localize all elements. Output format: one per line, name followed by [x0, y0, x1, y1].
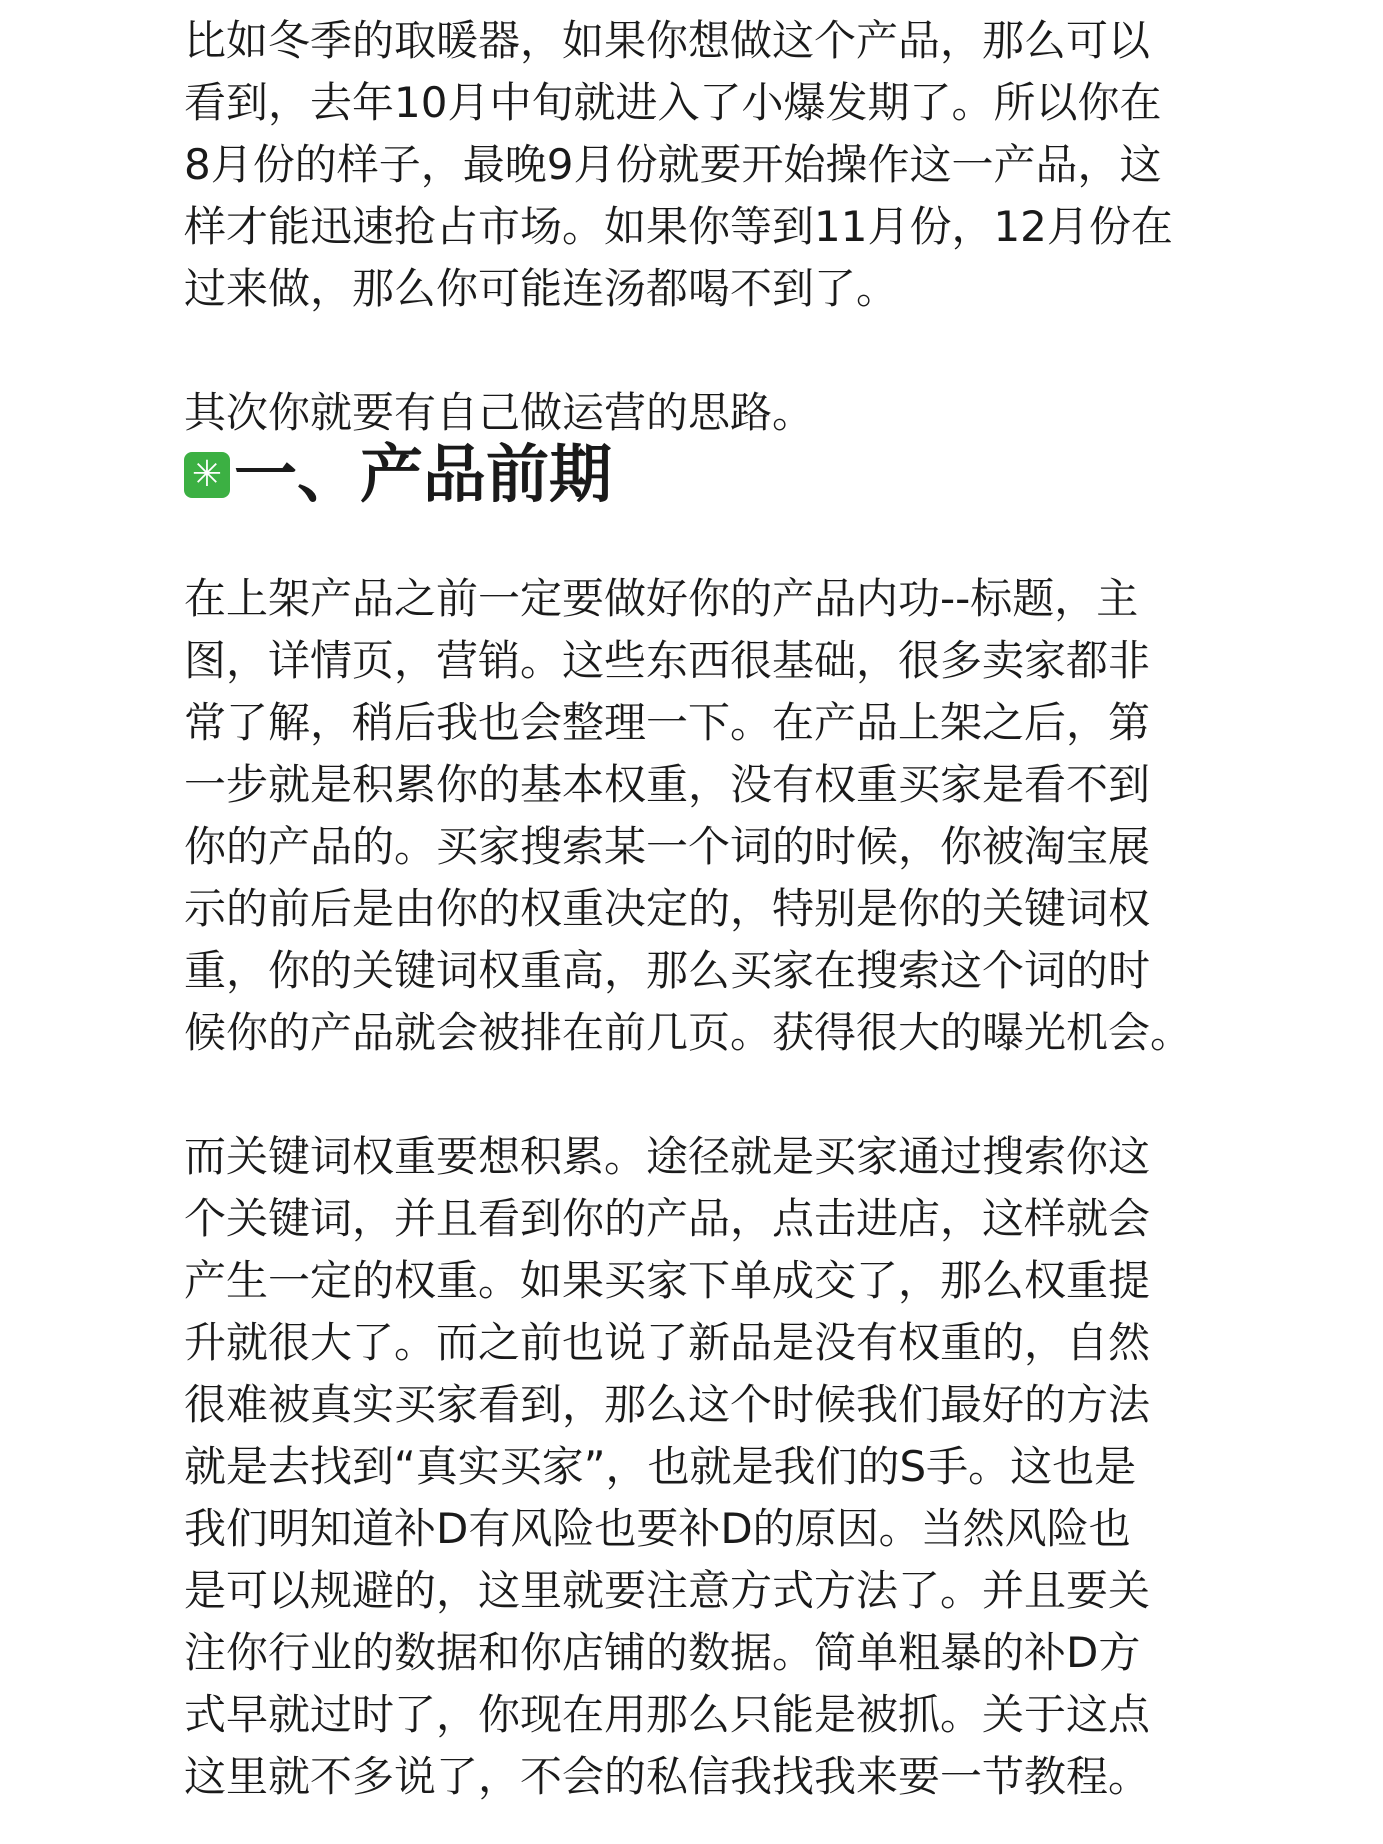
- section-heading-text: 一、产品前期: [234, 438, 612, 511]
- paragraph-product-basics: 在上架产品之前一定要做好你的产品内功--标题，主 图，详情页，营销。这些东西很基础，很多卖家都非 常了解，稍后我也会整理一下。在产品上架之后，第 一步就是积累你的基本权重，没有权重买家是看不到 你的产品的。买家搜索某一个词的时候，你被淘宝展 示的前后是由你的权重决定的，特别是你的关键词权 重，你的关键词权重高，那么买家在搜索这个词的时 候你的产品就会被排在前几页。获得很大的曝光机会。: [184, 574, 1193, 1057]
- paragraph-operation-thinking: 其次你就要有自己做运营的思路。: [184, 388, 815, 437]
- paragraph-keyword-weight: 而关键词权重要想积累。途径就是买家通过搜索你这 个关键词，并且看到你的产品，点击进店，这样就会 产生一定的权重。如果买家下单成交了，那么权重提 升就很大了。而之前也说了新品是没有权重的，自然 很难被真实买家看到，那么这个时候我们最好的方法 就是去找到“真实买家”，也就是我们的S手。这也是 我们明知道补D有风险也要补D的原因。当然风险也 是可以规避的，这里就要注意方式方法了。并且要关 注你行业的数据和你店铺的数据。简单粗暴的补D方 式早就过时了，你现在用那么只能是被抓。关于这点 这里就不多说了，不会的私信我找我来要一节教程。: [184, 1132, 1151, 1801]
- paragraph-heater-example: 比如冬季的取暖器，如果你想做这个产品，那么可以 看到，去年10月中旬就进入了小爆发期了。所以你在 8月份的样子，最晚9月份就要开始操作这一产品，这 样才能迅速抢占市场。如果你等到11月份，12月份在 过来做，那么你可能连汤都喝不到了。: [184, 16, 1173, 313]
- article-body: [184, 10, 1234, 1808]
- sparkle-icon: ✳: [184, 452, 230, 498]
- section-heading-product-early-stage: [184, 438, 1234, 511]
- paragraph-spacer: [184, 506, 1234, 568]
- paragraph-spacer: [184, 1064, 1234, 1126]
- paragraph-spacer: [184, 320, 1234, 382]
